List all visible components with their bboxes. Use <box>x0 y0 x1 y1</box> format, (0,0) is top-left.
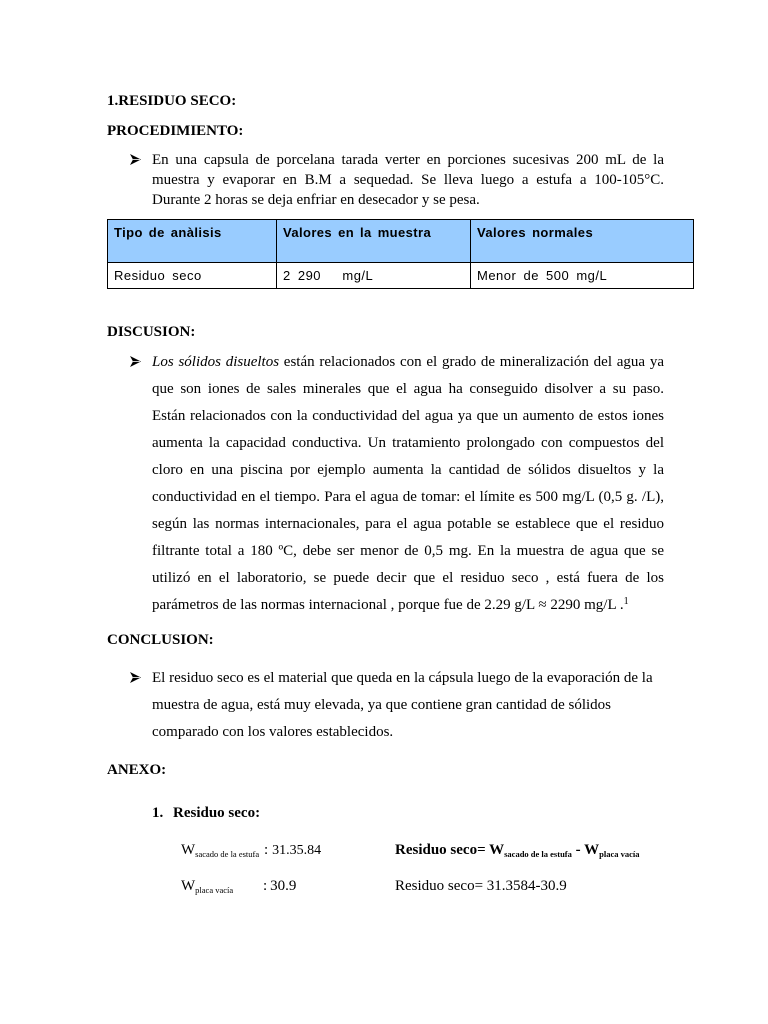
formula-w-placa-value <box>263 876 296 896</box>
formula-subscript: placa vacía <box>195 885 234 895</box>
paragraph-line: que son iones de sales minerales que el agua ha conseguido disolver a su paso. <box>152 381 664 397</box>
anexo-item-title: Residuo seco: <box>173 805 261 821</box>
section-title: 1.RESIDUO SECO: <box>107 93 237 109</box>
conclusion-paragraph <box>152 665 664 746</box>
paragraph-line: muestra de agua, está muy elevada, ya que contiene gran cantidad de sólidos <box>152 697 611 713</box>
line-text: están relacionados con el grado de mineralización del agua ya <box>279 354 664 370</box>
formula-residuo-seco-definition <box>395 840 639 864</box>
table-header-cell: Valores normales <box>471 220 694 263</box>
conclusion-heading: CONCLUSION: <box>107 632 214 648</box>
arrowhead-bullet-icon <box>130 672 141 683</box>
paragraph-line: Están relacionados con la conductividad del agua ya que un aumento de estos iones <box>152 408 664 424</box>
arrowhead-bullet-icon <box>130 154 141 165</box>
footnote-ref: 1 <box>623 596 629 607</box>
formula-symbol: W <box>181 842 196 858</box>
paragraph-line: conductividad en el tiempo. Para el agua de tomar: el límite es 500 mg/L (0,5 g. /L), <box>152 489 664 505</box>
paragraph-line: comparado con los valores establecidos. <box>152 724 394 740</box>
formula-separator: : <box>264 842 269 858</box>
formula-lhs: Residuo seco= W <box>395 842 505 858</box>
paragraph-line: según las normas internacionales, para el agua potable se establece que el residuo <box>152 516 664 532</box>
formula-w-placa <box>181 876 233 900</box>
table-row <box>108 263 694 289</box>
paragraph-line: En una capsula de porcelana tarada verter en porciones sucesivas 200 mL de la <box>152 152 664 168</box>
anexo-item-number: 1. <box>152 805 164 821</box>
formula-value: 31.35.84 <box>272 843 322 858</box>
paragraph-line: filtrante total a 180 ºC, debe ser menor de 0,5 mg. En la muestra de agua que se <box>152 543 664 559</box>
formula-w-sacado-value <box>264 840 321 861</box>
table-header-row <box>108 220 694 263</box>
formula-w-sacado <box>181 840 259 864</box>
table-cell: Residuo seco <box>108 263 277 289</box>
formula-subscript: sacado de la estufa <box>195 849 260 859</box>
arrowhead-bullet-icon <box>130 356 141 367</box>
anexo-heading: ANEXO: <box>107 762 167 778</box>
table-header-cell: Tipo de anàlisis <box>108 220 277 263</box>
formula-operator: - W <box>571 842 600 858</box>
results-table <box>107 219 694 289</box>
formula-subscript: sacado de la estufa <box>504 849 572 859</box>
paragraph-line: utilizó en el laboratorio, se puede decir que el residuo seco , está fuera de los <box>152 570 664 586</box>
paragraph-line <box>152 592 664 619</box>
italic-term: Los sólidos disueltos <box>152 354 280 370</box>
formula-symbol: W <box>181 878 196 894</box>
table-cell: Menor de 500 mg/L <box>471 263 694 289</box>
paragraph-line: El residuo seco es el material que queda en la cápsula luego de la evaporación de la <box>152 670 653 686</box>
paragraph-line: muestra y evaporar en B.M a sequedad. Se lleva luego a estufa a 100-105°C. <box>152 172 664 188</box>
formula-separator: : <box>263 878 268 894</box>
procedimiento-paragraph <box>152 150 664 210</box>
table-header-cell: Valores en la muestra <box>277 220 471 263</box>
discusion-heading: DISCUSION: <box>107 324 196 340</box>
paragraph-line <box>152 349 664 376</box>
formula-subscript: placa vacía <box>599 849 640 859</box>
discusion-paragraph <box>152 349 664 619</box>
formula-residuo-seco-calculation: Residuo seco= 31.3584-30.9 <box>395 878 567 894</box>
formula-value: 30.9 <box>270 878 297 894</box>
procedimiento-heading: PROCEDIMIENTO: <box>107 123 244 139</box>
paragraph-line: aumenta la capacidad conductiva. Un tratamiento prolongado con compuestos del <box>152 435 664 451</box>
paragraph-line: Durante 2 horas se deja enfriar en desecador y se pesa. <box>152 192 480 208</box>
paragraph-line: cloro en una piscina por ejemplo aumenta la cantidad de sólidos disueltos y la <box>152 462 664 478</box>
table-cell: 2 290 mg/L <box>277 263 471 289</box>
line-text: parámetros de las normas internacional , porque fue de 2.29 g/L ≈ 2290 mg/L . <box>152 597 624 613</box>
